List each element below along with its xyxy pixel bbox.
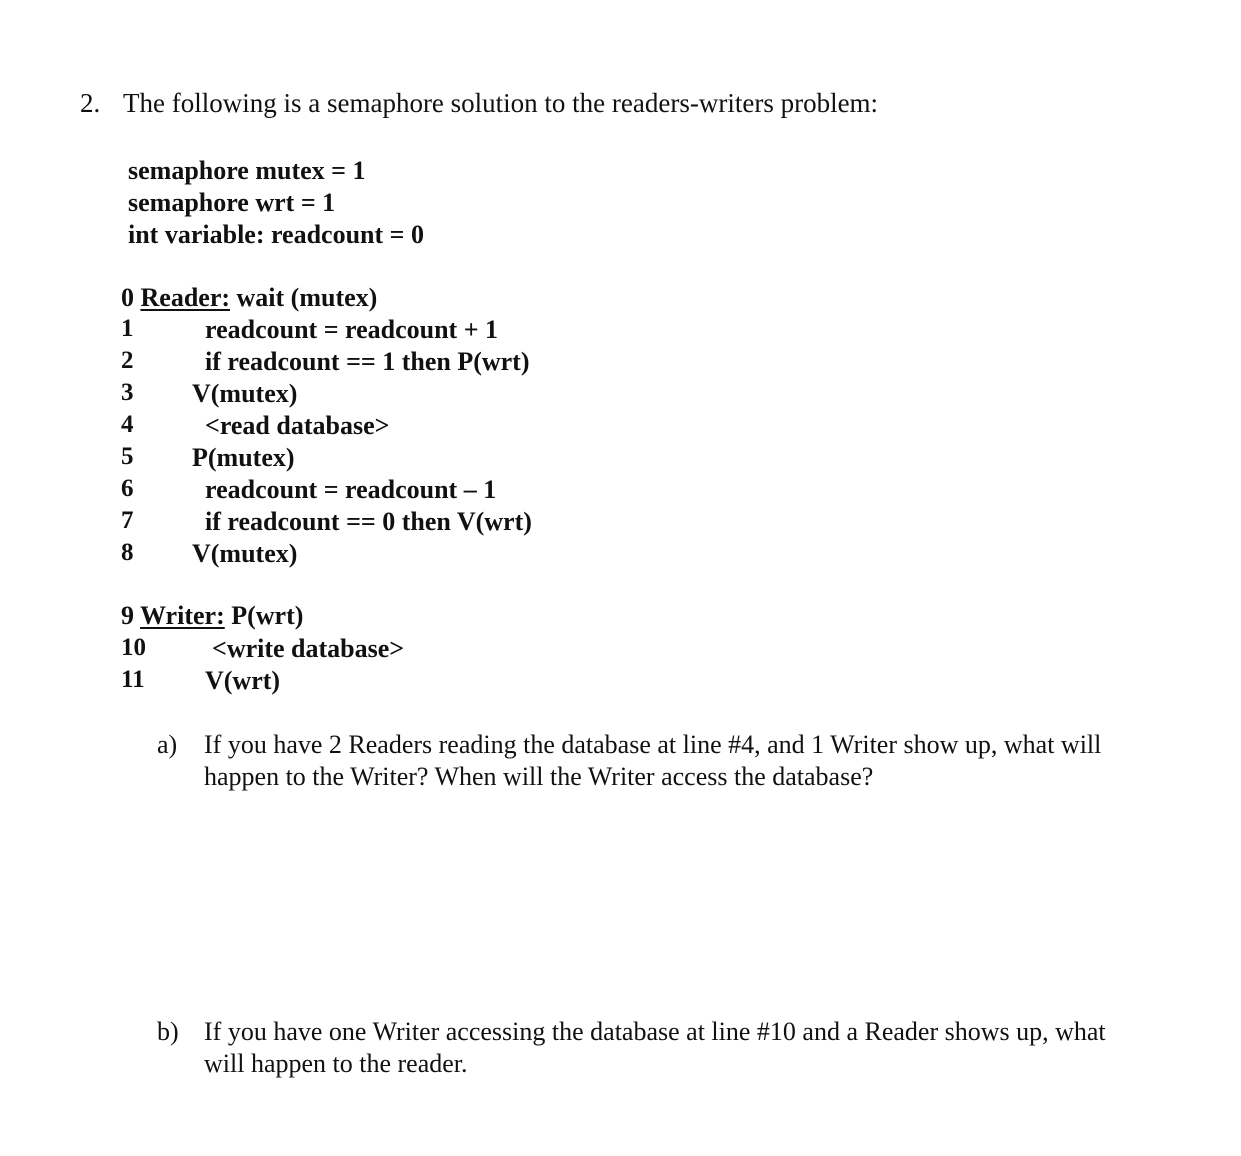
subquestion-label: a)	[157, 730, 178, 759]
subquestion-text-line: If you have 2 Readers reading the database at line #4, and 1 Writer show up, what will	[204, 730, 1102, 759]
declaration-mutex: semaphore mutex = 1	[128, 156, 366, 185]
line-number: 6	[121, 475, 134, 502]
line-number: 9	[121, 601, 134, 630]
reader-line-7: if readcount == 0 then V(wrt)	[205, 507, 532, 536]
line-number: 10	[121, 634, 146, 661]
line-number: 4	[121, 411, 134, 438]
line-number: 1	[121, 315, 134, 342]
line-number: 11	[121, 666, 145, 693]
writer-line-10: <write database>	[212, 634, 405, 663]
subquestion-text-line: happen to the Writer? When will the Writer access the database?	[204, 762, 874, 791]
subquestion-text-line: If you have one Writer accessing the database at line #10 and a Reader shows up, what	[204, 1017, 1106, 1046]
reader-line-5: P(mutex)	[192, 443, 295, 472]
reader-label: Reader:	[140, 283, 231, 312]
question-number: 2.	[80, 88, 101, 118]
reader-line-3: V(mutex)	[192, 379, 298, 408]
writer-line-11: V(wrt)	[205, 666, 281, 695]
writer-label: Writer:	[140, 601, 225, 630]
line-number: 8	[121, 539, 134, 566]
reader-line-6: readcount = readcount – 1	[205, 475, 497, 504]
line-number: 7	[121, 507, 134, 534]
line-number: 5	[121, 443, 134, 470]
line-number: 0	[121, 283, 134, 312]
reader-line-0	[121, 283, 377, 313]
reader-line-2: if readcount == 1 then P(wrt)	[205, 347, 530, 376]
subquestion-text-line: will happen to the reader.	[204, 1049, 468, 1078]
code-text: P(wrt)	[231, 601, 304, 630]
question-text: The following is a semaphore solution to the readers-writers problem:	[123, 88, 879, 118]
reader-line-1: readcount = readcount + 1	[205, 315, 499, 344]
writer-line-9	[121, 601, 303, 631]
line-number: 2	[121, 347, 134, 374]
reader-line-4: <read database>	[205, 411, 390, 440]
reader-line-8: V(mutex)	[192, 539, 298, 568]
declaration-wrt: semaphore wrt = 1	[128, 188, 336, 217]
declaration-readcount: int variable: readcount = 0	[128, 220, 424, 249]
code-text: wait (mutex)	[236, 283, 378, 312]
line-number: 3	[121, 379, 134, 406]
subquestion-label: b)	[157, 1017, 179, 1046]
